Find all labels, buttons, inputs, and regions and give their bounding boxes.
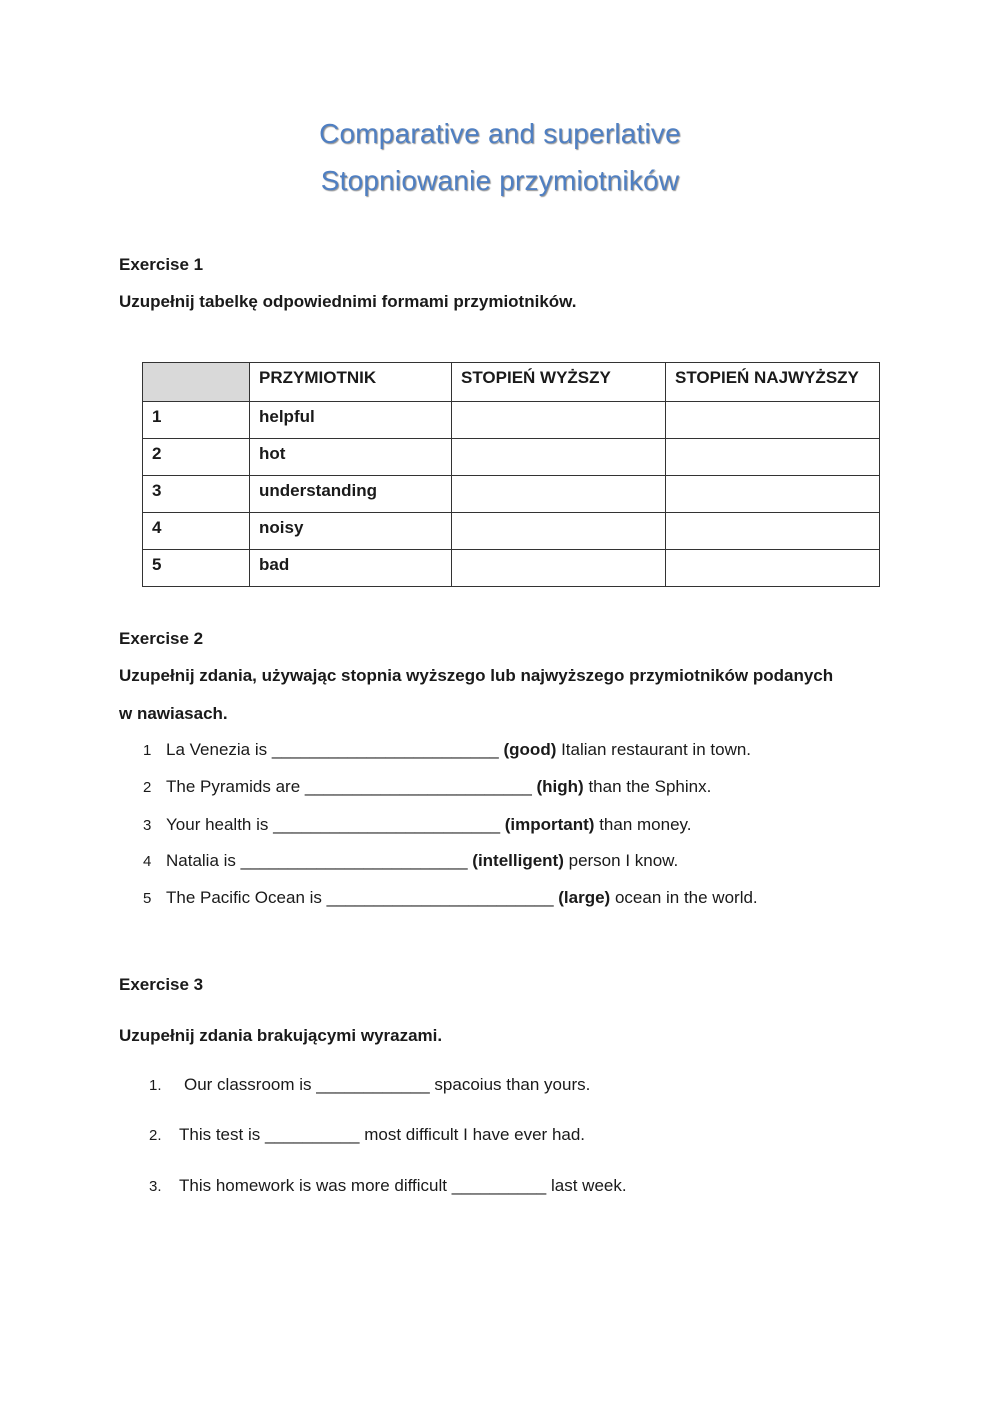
exercise-3-instruction: Uzupełnij zdania brakującymi wyrazami.: [119, 1026, 443, 1045]
superlative-answer-cell[interactable]: [666, 550, 880, 587]
adjective-cell: noisy: [250, 513, 452, 550]
item-number: 2: [143, 779, 152, 796]
adjective-table: [142, 362, 880, 587]
sentence[interactable]: [166, 740, 751, 760]
comparative-answer-cell[interactable]: [452, 513, 666, 550]
item-number: 3.: [149, 1178, 162, 1195]
sentence[interactable]: [166, 815, 692, 835]
row-number: 3: [143, 476, 250, 513]
exercise-1-instruction: Uzupełnij tabelkę odpowiednimi formami przymiotników.: [119, 292, 577, 311]
sentence[interactable]: [166, 888, 758, 908]
sentence-start: Natalia is ________________________: [166, 851, 473, 870]
superlative-answer-cell[interactable]: [666, 402, 880, 439]
row-number: 1: [143, 402, 250, 439]
adjective-cell: understanding: [250, 476, 452, 513]
hint-word: (high): [536, 777, 584, 796]
table-row: [143, 476, 880, 513]
exercise-2-instruction-line-1: Uzupełnij zdania, używając stopnia wyższego lub najwyższego przymiotników podanych: [119, 666, 834, 685]
exercise-1-heading: Exercise 1: [119, 255, 204, 274]
superlative-answer-cell[interactable]: [666, 476, 880, 513]
sentence[interactable]: This homework is was more difficult __________ last week.: [179, 1176, 627, 1195]
sentence-start: The Pacific Ocean is ________________________: [166, 888, 559, 907]
sentence-start: Your health is ________________________: [166, 815, 505, 834]
hint-word: (large): [558, 888, 611, 907]
comparative-answer-cell[interactable]: [452, 550, 666, 587]
page-title-line-2: Stopniowanie przymiotników: [320, 165, 680, 196]
item-number: 4: [143, 853, 152, 870]
row-number: 5: [143, 550, 250, 587]
sentence-end: ocean in the world.: [610, 888, 758, 907]
item-number: 5: [143, 890, 152, 907]
exercise-2-instruction-line-2: w nawiasach.: [119, 704, 228, 723]
comparative-answer-cell[interactable]: [452, 402, 666, 439]
superlative-answer-cell[interactable]: [666, 513, 880, 550]
sentence-end: Italian restaurant in town.: [556, 740, 752, 759]
sentence[interactable]: [166, 777, 711, 797]
exercise-2-heading: Exercise 2: [119, 629, 204, 648]
adjective-cell: bad: [250, 550, 452, 587]
header-cell-przymiotnik: PRZYMIOTNIK: [250, 363, 452, 402]
header-cell-stopien-wyzszy: STOPIEŃ WYŻSZY: [452, 363, 666, 402]
sentence-end: than the Sphinx.: [583, 777, 712, 796]
table-row: [143, 402, 880, 439]
hint-word: (important): [504, 815, 595, 834]
page-title-line-1: Comparative and superlative: [319, 118, 681, 149]
item-number: 1.: [149, 1077, 162, 1094]
row-number: 4: [143, 513, 250, 550]
table-row: [143, 513, 880, 550]
sentence[interactable]: Our classroom is ____________ spacoius than yours.: [184, 1075, 591, 1094]
row-number: 2: [143, 439, 250, 476]
sentence-end: than money.: [594, 815, 692, 834]
adjective-cell: hot: [250, 439, 452, 476]
sentence-end: person I know.: [563, 851, 679, 870]
table-row: [143, 439, 880, 476]
superlative-answer-cell[interactable]: [666, 439, 880, 476]
sentence[interactable]: This test is __________ most difficult I have ever had.: [179, 1125, 586, 1144]
exercise-3-heading: Exercise 3: [119, 975, 204, 994]
header-cell-stopien-najwyzszy: STOPIEŃ NAJWYŻSZY: [666, 363, 880, 402]
sentence[interactable]: [166, 851, 678, 871]
table-row: [143, 550, 880, 587]
item-number: 2.: [149, 1127, 162, 1144]
item-number: 3: [143, 817, 152, 834]
sentence-start: The Pyramids are ________________________: [166, 777, 537, 796]
header-cell-blank: [143, 363, 250, 402]
sentence-start: La Venezia is ________________________: [166, 740, 504, 759]
table-header-row: [143, 363, 880, 402]
comparative-answer-cell[interactable]: [452, 476, 666, 513]
comparative-answer-cell[interactable]: [452, 439, 666, 476]
hint-word: (intelligent): [472, 851, 564, 870]
adjective-cell: helpful: [250, 402, 452, 439]
item-number: 1: [143, 742, 152, 759]
hint-word: (good): [503, 740, 557, 759]
